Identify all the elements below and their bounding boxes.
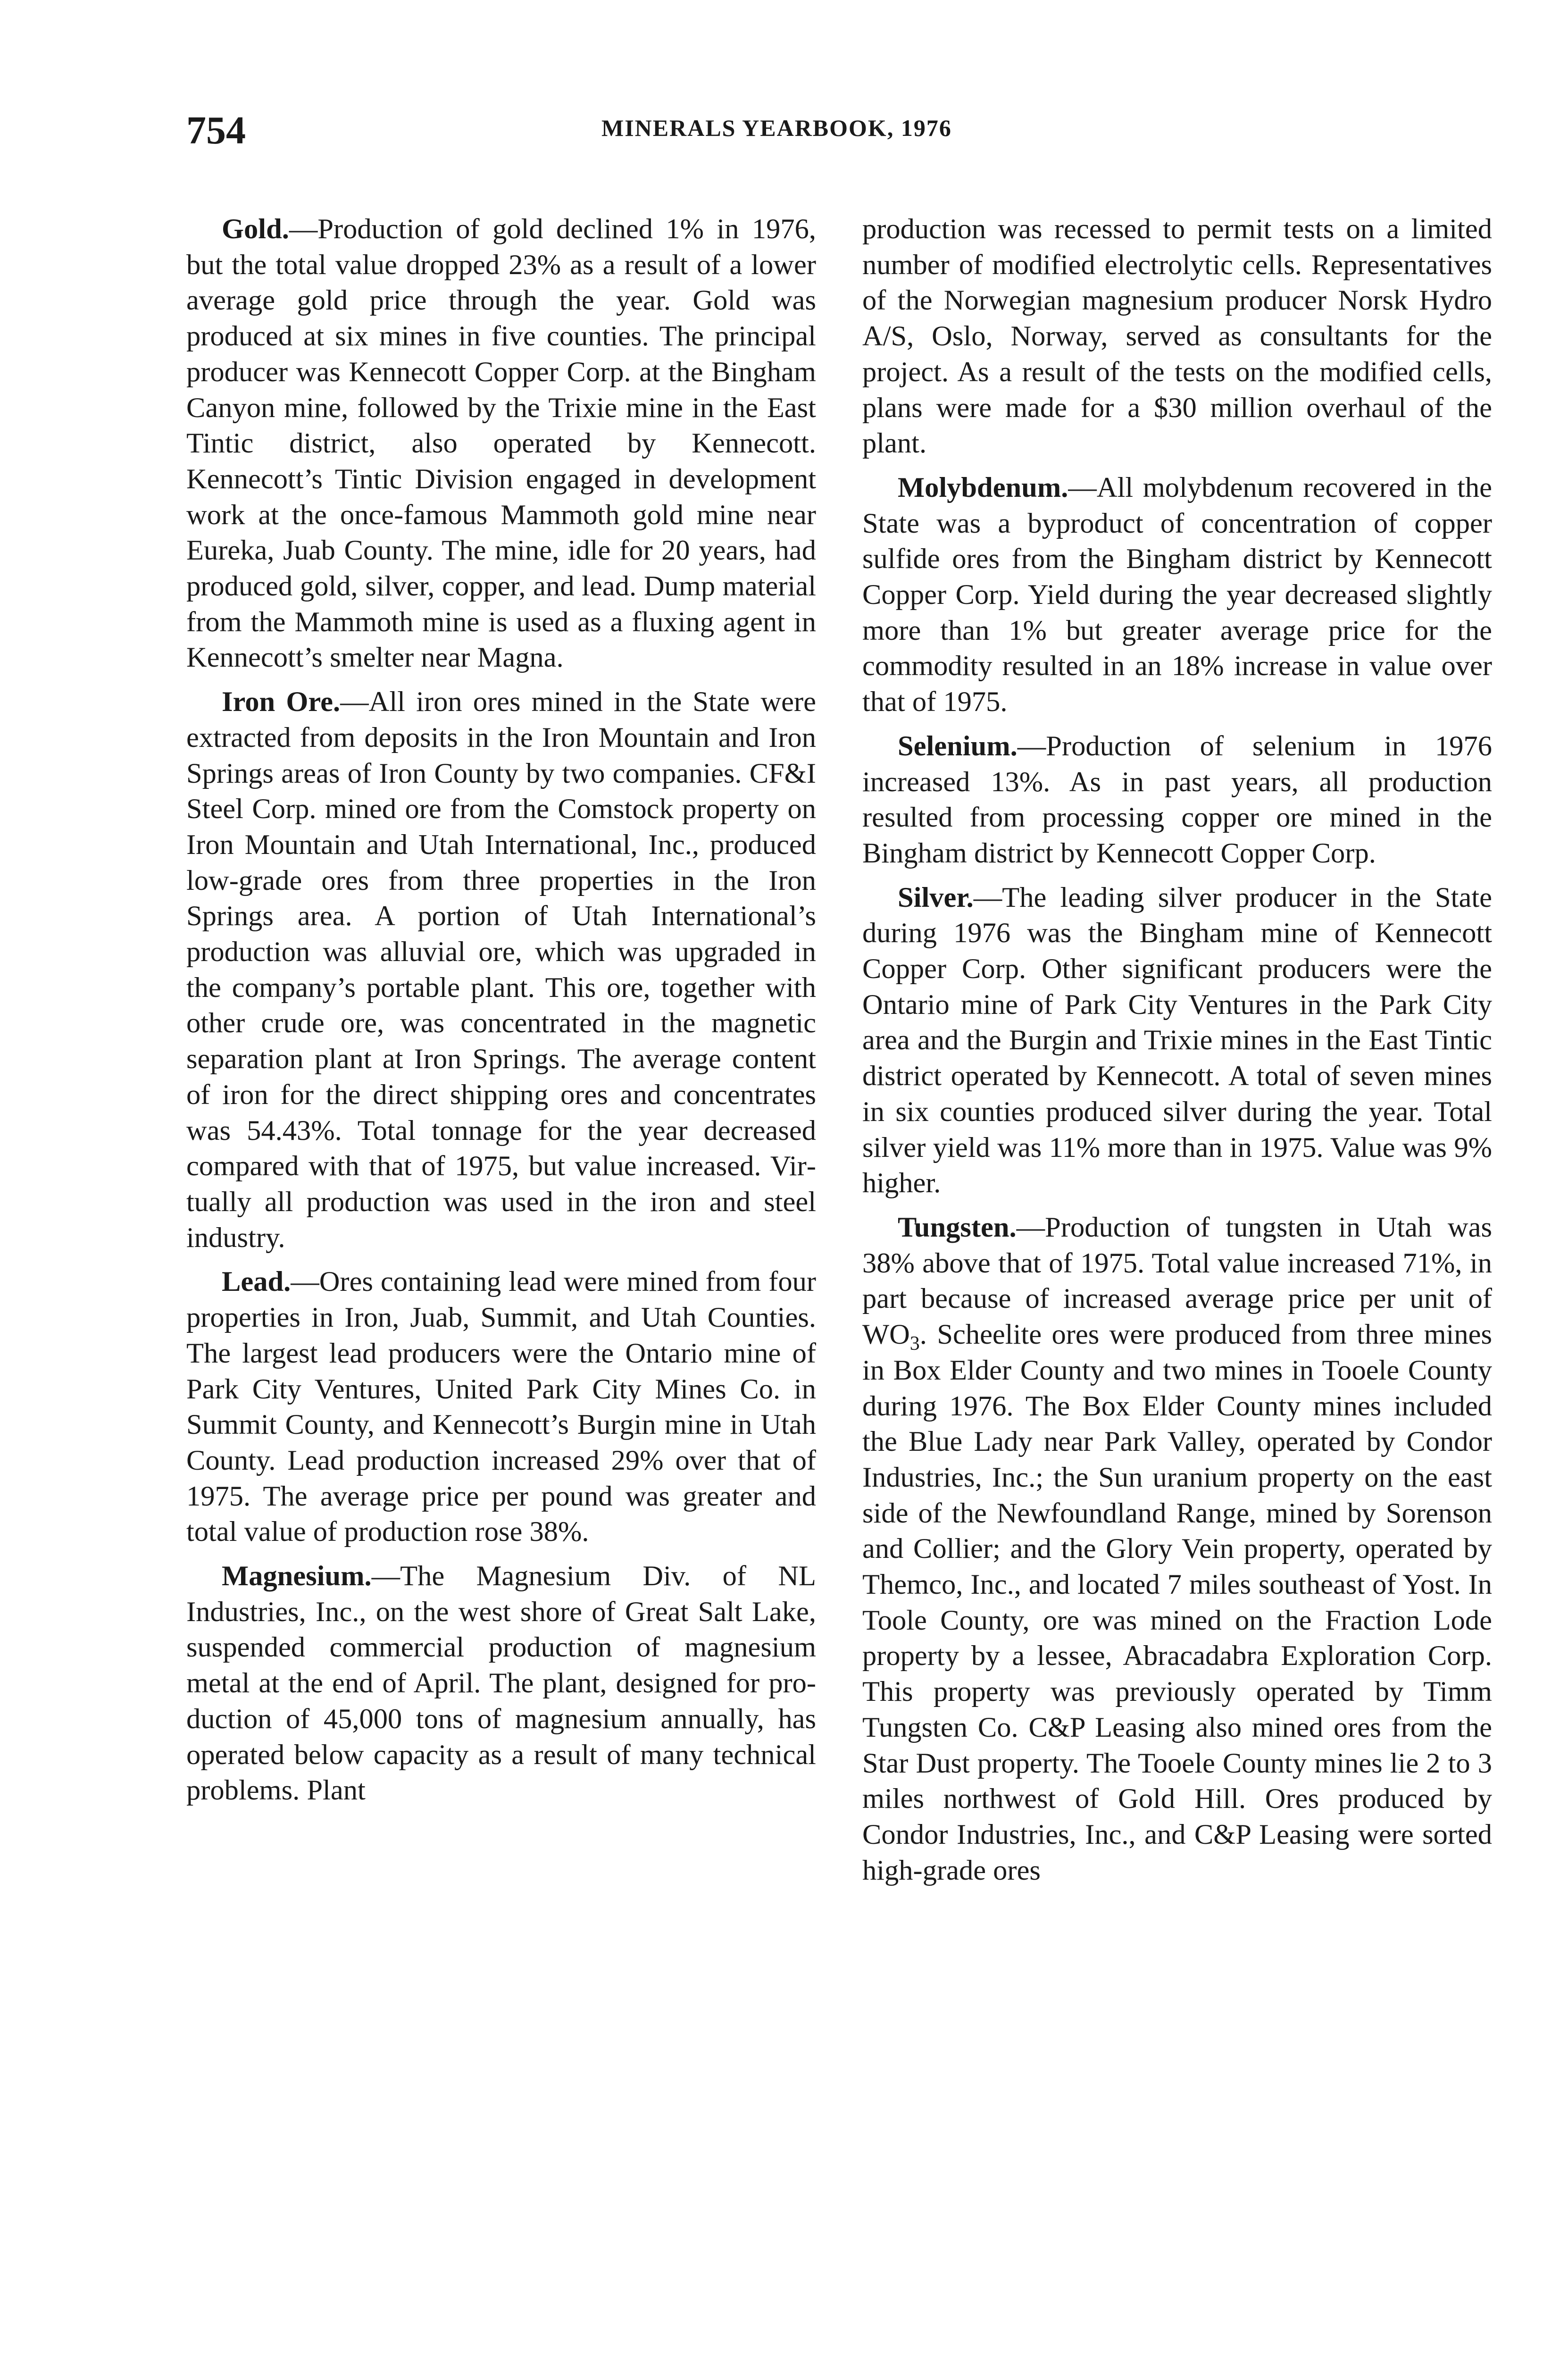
section-iron-ore bbox=[186, 684, 816, 1255]
section-silver bbox=[862, 880, 1492, 1201]
section-magnesium bbox=[186, 1558, 816, 1808]
page-number: 754 bbox=[186, 109, 246, 152]
section-tungsten bbox=[862, 1210, 1492, 1888]
section-text-gold: —Production of gold declined 1% in 1976, but the total value dropped 23% as a result of a lower average gold price through the year. Gold was produced at six mines in five counties. The principal producer was Kennecott Copper Corp. at the Bingham Canyon mine, followed by the Trixie mine in the East Tintic district, also operated by Kennecott. Kennecott’s Tintic Division engaged in development work at the once-famous Mammoth gold mine near Eureka, Juab County. The mine, idle for 20 years, had produced gold, silver, copper, and lead. Dump material from the Mammoth mine is used as a fluxing agent in Kennecott’s smelter near Magna. bbox=[186, 213, 816, 674]
section-text-molybdenum: —All molybdenum recovered in the State was a byproduct of concentration of copper sulfide ores from the Bingham district by Kennecott Copper Corp. Yield during the year decreased slightly more than 1% but greater average price for the commodity resulted in an 18% increase in value over that of 1975. bbox=[862, 471, 1492, 718]
section-heading-lead: Lead. bbox=[222, 1266, 291, 1298]
right-column bbox=[862, 211, 1492, 1897]
wo3-subscript: 3 bbox=[909, 1333, 920, 1355]
section-text-selenium: —Production of selenium in 1976 increased 13%. As in past years, all production resulted from processing copper ore mined in the Bingham district by Kennecott Copper Corp. bbox=[862, 730, 1492, 869]
section-text-tungsten-b: . Scheelite ores were produced from three mines in Box Elder County and two mines in Tooele County during 1976. The Box Elder County mines included the Blue Lady near Park Valley, operated by Condor Industries, Inc.; the Sun uranium property on the east side of the Newfoundland Range, mined by Sorenson and Collier; and the Glory Vein property, operated by Themco, Inc., and located 7 miles southeast of Yost. In Toole County, ore was mined on the Fraction Lode property by a lessee, Abracadabra Exploration Corp. This property was previously operated by Timm Tungsten Co. C&P Leasing also mined ores from the Star Dust property. The Tooele County mines lie 2 to 3 miles northwest of Gold Hill. Ores produced by Condor Industries, Inc., and C&P Leasing were sorted high-grade ores bbox=[862, 1319, 1492, 1886]
section-heading-magnesium: Magnesium. bbox=[222, 1560, 372, 1592]
section-heading-molybdenum: Molybdenum. bbox=[898, 471, 1068, 503]
running-title: MINERALS YEARBOOK, 1976 bbox=[601, 115, 952, 141]
section-heading-gold: Gold. bbox=[222, 213, 289, 245]
section-text-lead: —Ores containing lead were mined from four properties in Iron, Juab, Summit, and Utah Counties. The largest lead producers were the Ontario mine of Park City Ventures, United Park City Mines Co. in Summit County, and Kennecott’s Burgin mine in Utah County. Lead production increased 29% over that of 1975. The average price per pound was greater and total value of production rose 38%. bbox=[186, 1266, 816, 1548]
section-text-magnesium: —The Magnesium Div. of NL Industries, Inc., on the west shore of Great Salt Lake, suspended commercial production of magnesium metal at the end of April. The plant, designed for production of 45,000 tons of magnesium annually, has operated below capacity as a result of many technical problems. Plant bbox=[186, 1560, 816, 1807]
magnesium-continuation: production was recessed to permit tests on a limited number of modified electrolytic cells. Representatives of the Norwegian magnesium producer Norsk Hydro A/S, Oslo, Norway, served as consultants for the project. As a result of the tests on the modified cells, plans were made for a $30 million overhaul of the plant. bbox=[862, 213, 1492, 460]
section-text-silver: —The leading silver producer in the State during 1976 was the Bingham mine of Kennecott Copper Corp. Other significant producers were the Ontario mine of Park City Ventures in the Park City area and the Burgin and Trixie mines in the East Tintic district operated by Kennecott. A total of seven mines in six counties produced silver during the year. Total silver yield was 11% more than in 1975. Value was 9% higher. bbox=[862, 881, 1492, 1199]
section-molybdenum bbox=[862, 470, 1492, 720]
section-lead bbox=[186, 1264, 816, 1550]
section-text-tungsten-a: —Production of tungsten in Utah was 38% above that of 1975. Total value increased 71%, in part because of increased average price per unit of WO bbox=[862, 1211, 1492, 1351]
section-heading-tungsten: Tungsten. bbox=[898, 1211, 1017, 1243]
section-gold bbox=[186, 211, 816, 676]
left-column bbox=[186, 211, 816, 1817]
running-head bbox=[186, 108, 1568, 155]
section-heading-silver: Silver. bbox=[898, 881, 974, 913]
section-selenium bbox=[862, 728, 1492, 871]
section-text-iron-ore: —All iron ores mined in the State were extracted from deposits in the Iron Mountain and Iron Springs areas of Iron County by two companies. CF&I Steel Corp. mined ore from the Comstock property on Iron Mountain and Utah International, Inc., produced low-grade ores from three properties in the Iron Springs area. A portion of Utah International’s production was alluvial ore, which was upgraded in the company’s portable plant. This ore, together with other crude ore, was concentrated in the magnetic separation plant at Iron Springs. The average content of iron for the direct shipping ores and concentrates was 54.43%. Total tonnage for the year decreased compared with that of 1975, but value increased. Virtually all production was used in the iron and steel industry. bbox=[186, 686, 816, 1254]
section-heading-selenium: Selenium. bbox=[898, 730, 1018, 762]
section-heading-iron-ore: Iron Ore. bbox=[222, 686, 341, 718]
